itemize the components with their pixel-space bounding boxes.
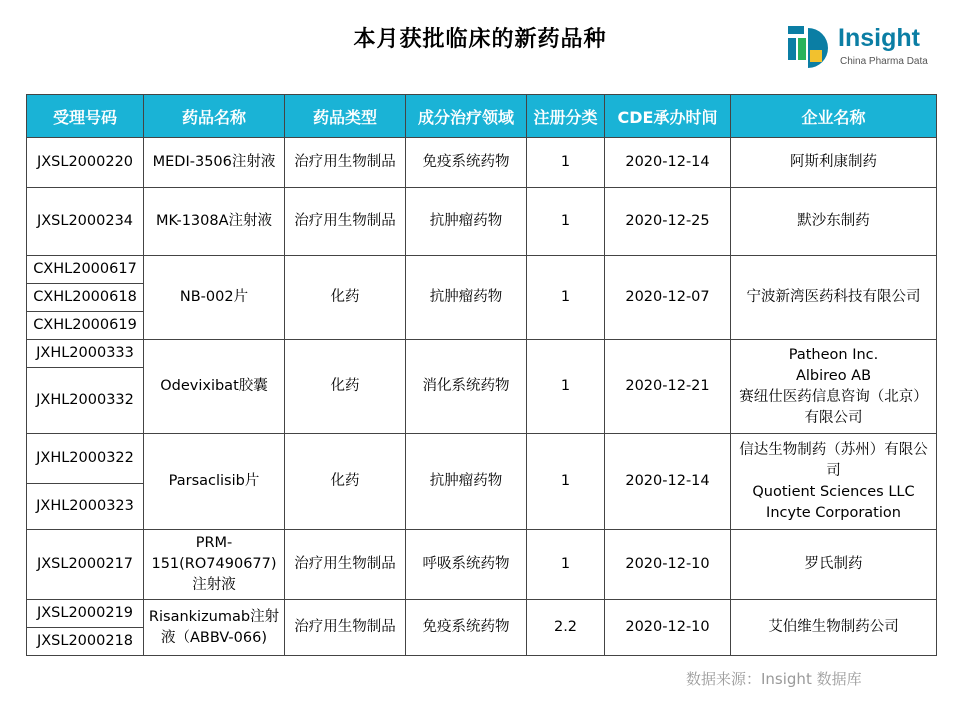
cell-therapeutic-area: 抗肿瘤药物 <box>406 256 527 340</box>
cell-cde-date: 2020-12-14 <box>605 138 731 188</box>
cell-registration-class: 1 <box>527 138 605 188</box>
cell-acceptance-no: CXHL2000618 <box>27 284 144 312</box>
table-header-row <box>27 95 937 138</box>
cell-acceptance-no: JXSL2000220 <box>27 138 144 188</box>
cell-drug-type: 化药 <box>285 256 406 340</box>
table-row <box>27 530 937 600</box>
cell-drug-name: Odevixibat胶囊 <box>144 340 285 434</box>
cell-cde-date: 2020-12-07 <box>605 256 731 340</box>
cell-company: 阿斯利康制药 <box>731 138 937 188</box>
cell-cde-date: 2020-12-21 <box>605 340 731 434</box>
cell-therapeutic-area: 免疫系统药物 <box>406 600 527 656</box>
cell-company: 信达生物制药（苏州）有限公司 Quotient Sciences LLC Incyte Corporation <box>731 434 937 530</box>
cell-acceptance-no: JXHL2000323 <box>27 484 144 530</box>
logo-tagline: China Pharma Data <box>840 56 928 67</box>
table-row <box>27 340 937 368</box>
cell-registration-class: 1 <box>527 434 605 530</box>
cell-cde-date: 2020-12-10 <box>605 600 731 656</box>
col-header-drug-type: 药品类型 <box>285 95 406 138</box>
cell-company: Patheon Inc. Albireo AB 赛纽仕医药信息咨询（北京）有限公司 <box>731 340 937 434</box>
cell-registration-class: 1 <box>527 188 605 256</box>
data-source-note: 数据来源：Insight 数据库 <box>686 670 862 688</box>
cell-acceptance-no: JXHL2000332 <box>27 368 144 434</box>
cell-drug-name: Risankizumab注射液（ABBV-066) <box>144 600 285 656</box>
cell-drug-type: 治疗用生物制品 <box>285 188 406 256</box>
cell-drug-type: 治疗用生物制品 <box>285 530 406 600</box>
cell-company: 艾伯维生物制药公司 <box>731 600 937 656</box>
table-row <box>27 434 937 484</box>
cell-therapeutic-area: 抗肿瘤药物 <box>406 434 527 530</box>
cell-therapeutic-area: 免疫系统药物 <box>406 138 527 188</box>
cell-drug-name: MEDI-3506注射液 <box>144 138 285 188</box>
cell-drug-type: 化药 <box>285 340 406 434</box>
cell-acceptance-no: CXHL2000617 <box>27 256 144 284</box>
cell-company: 默沙东制药 <box>731 188 937 256</box>
cell-acceptance-no: JXSL2000217 <box>27 530 144 600</box>
cell-drug-type: 化药 <box>285 434 406 530</box>
cell-cde-date: 2020-12-10 <box>605 530 731 600</box>
table-row <box>27 138 937 188</box>
cell-therapeutic-area: 抗肿瘤药物 <box>406 188 527 256</box>
table-row <box>27 600 937 628</box>
cell-cde-date: 2020-12-14 <box>605 434 731 530</box>
col-header-acceptance-no: 受理号码 <box>27 95 144 138</box>
col-header-cde-date: CDE承办时间 <box>605 95 731 138</box>
cell-acceptance-no: JXHL2000322 <box>27 434 144 484</box>
cell-registration-class: 1 <box>527 530 605 600</box>
cell-drug-name: MK-1308A注射液 <box>144 188 285 256</box>
insight-logo-icon <box>784 20 836 72</box>
cell-therapeutic-area: 消化系统药物 <box>406 340 527 434</box>
cell-drug-name: PRM-151(RO7490677)注射液 <box>144 530 285 600</box>
cell-drug-type: 治疗用生物制品 <box>285 138 406 188</box>
cell-company: 罗氏制药 <box>731 530 937 600</box>
cell-acceptance-no: JXHL2000333 <box>27 340 144 368</box>
cell-drug-name: NB-002片 <box>144 256 285 340</box>
insight-logo <box>784 16 944 76</box>
page-title: 本月获批临床的新药品种 <box>353 27 607 52</box>
cell-registration-class: 1 <box>527 340 605 434</box>
col-header-drug-name: 药品名称 <box>144 95 285 138</box>
cell-acceptance-no: CXHL2000619 <box>27 312 144 340</box>
drug-table <box>26 94 937 656</box>
cell-registration-class: 2.2 <box>527 600 605 656</box>
cell-drug-name: Parsaclisib片 <box>144 434 285 530</box>
cell-cde-date: 2020-12-25 <box>605 188 731 256</box>
cell-acceptance-no: JXSL2000234 <box>27 188 144 256</box>
col-header-registration-class: 注册分类 <box>527 95 605 138</box>
cell-registration-class: 1 <box>527 256 605 340</box>
cell-therapeutic-area: 呼吸系统药物 <box>406 530 527 600</box>
logo-name: Insight <box>838 24 920 52</box>
table-row <box>27 256 937 284</box>
cell-acceptance-no: JXSL2000219 <box>27 600 144 628</box>
col-header-company: 企业名称 <box>731 95 937 138</box>
cell-acceptance-no: JXSL2000218 <box>27 628 144 656</box>
cell-company: 宁波新湾医药科技有限公司 <box>731 256 937 340</box>
cell-drug-type: 治疗用生物制品 <box>285 600 406 656</box>
col-header-therapeutic-area: 成分治疗领域 <box>406 95 527 138</box>
table-row <box>27 188 937 256</box>
